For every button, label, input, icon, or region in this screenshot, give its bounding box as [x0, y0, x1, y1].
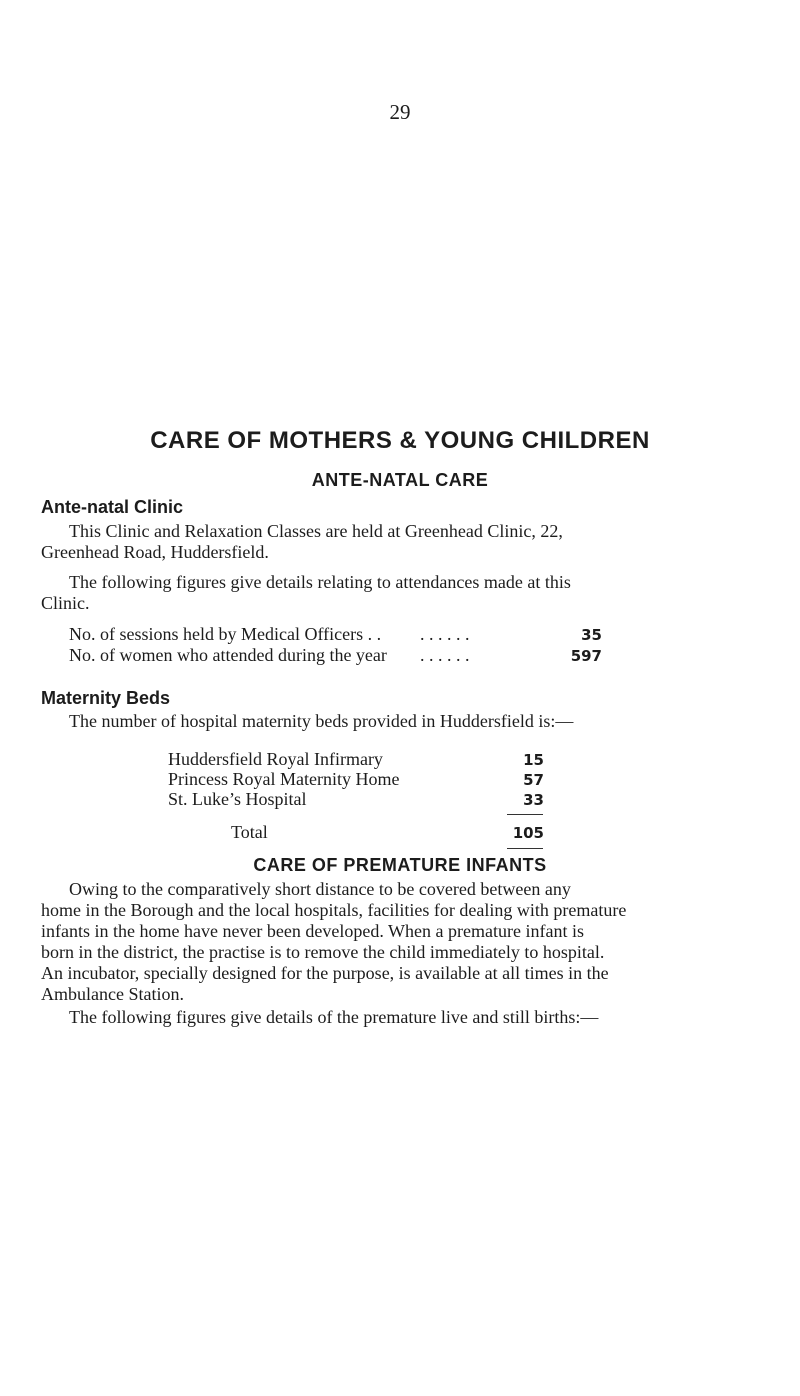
hospital-beds: 15	[523, 751, 544, 769]
maternity-intro: The number of hospital maternity beds provided in Huddersfield is:—	[69, 711, 574, 731]
premature-heading: CARE OF PREMATURE INFANTS	[253, 855, 547, 875]
premature-line: born in the district, the practise is to remove the child immediately to hospital.	[41, 942, 605, 962]
maternity-beds-subheading: Maternity Beds	[41, 688, 171, 708]
sessions-value: 35	[581, 626, 602, 644]
subtotal-rule	[507, 814, 543, 815]
antenatal-para1-line1: This Clinic and Relaxation Classes are held at Greenhead Clinic, 22,	[69, 521, 563, 541]
women-label: No. of women who attended during the year	[69, 645, 387, 665]
premature-line: Owing to the comparatively short distance to be covered between any	[69, 879, 571, 899]
women-value: 597	[570, 647, 602, 665]
hospital-beds: 57	[523, 771, 544, 789]
antenatal-clinic-subheading: Ante-natal Clinic	[41, 497, 184, 517]
hospital-name: St. Luke’s Hospital	[168, 789, 307, 809]
premature-line: An incubator, specially designed for the purpose, is available at all times in the	[41, 963, 609, 983]
total-label: Total	[231, 822, 268, 842]
women-dots: . . . . . .	[420, 645, 470, 665]
sessions-label: No. of sessions held by Medical Officers . .	[69, 624, 382, 644]
premature-line: infants in the home have never been developed. When a premature infant is	[41, 921, 584, 941]
sessions-dots: . . . . . .	[420, 624, 470, 644]
hospital-beds: 33	[523, 791, 544, 809]
antenatal-heading: ANTE-NATAL CARE	[311, 470, 489, 490]
antenatal-para2-line2: Clinic.	[41, 593, 90, 613]
total-rule	[507, 848, 543, 849]
antenatal-para1-line2: Greenhead Road, Huddersfield.	[41, 542, 269, 562]
page-title: CARE OF MOTHERS & YOUNG CHILDREN	[150, 427, 650, 454]
hospital-name: Princess Royal Maternity Home	[168, 769, 400, 789]
premature-line: Ambulance Station.	[41, 984, 184, 1004]
antenatal-para2-line1: The following figures give details relating to attendances made at this	[69, 572, 571, 592]
premature-closing: The following figures give details of the premature live and still births:—	[69, 1007, 599, 1027]
premature-line: home in the Borough and the local hospitals, facilities for dealing with premature	[41, 900, 627, 920]
hospital-name: Huddersfield Royal Infirmary	[168, 749, 383, 769]
page-number: 29	[389, 100, 411, 124]
total-value: 105	[512, 824, 544, 842]
